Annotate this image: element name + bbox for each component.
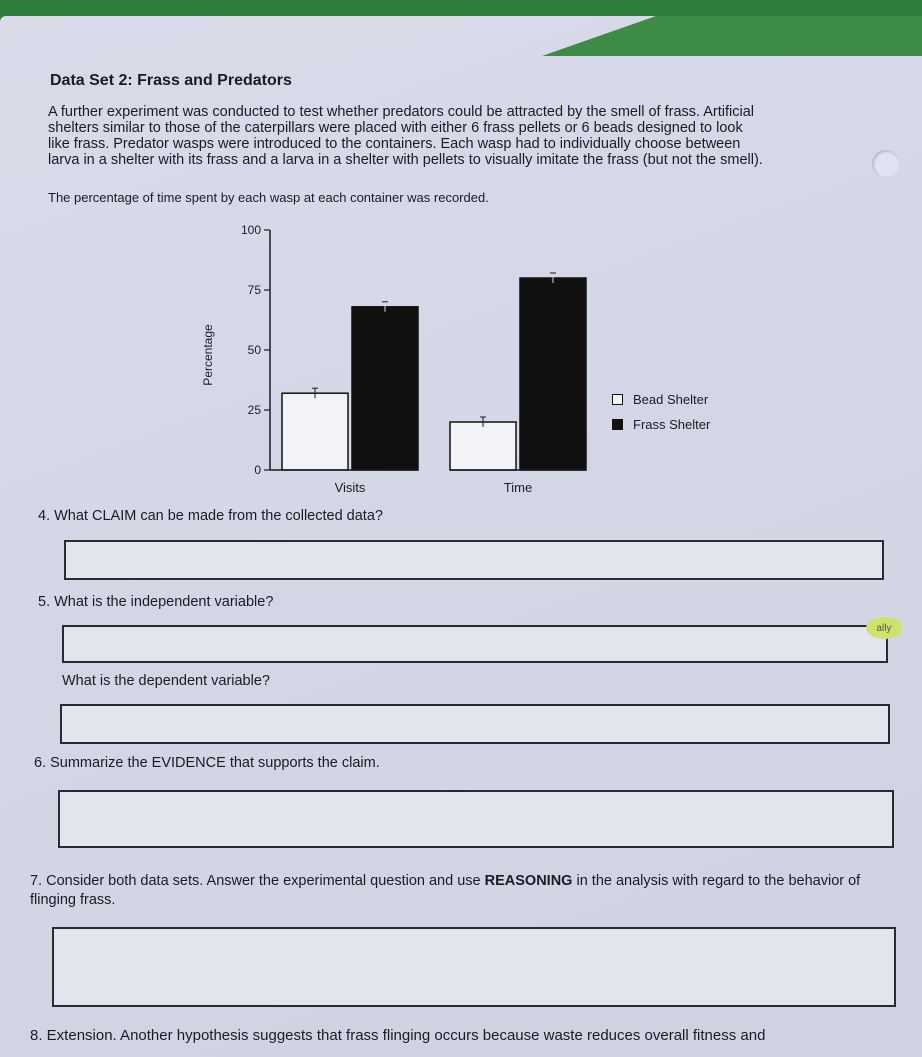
y-axis-label: Percentage [201,324,215,386]
bar-bead-shelter-time [450,422,516,470]
bar-bead-shelter-visits [282,393,348,470]
intro-line: larva in a shelter with its frass and a larva in a shelter with pellets to visually imitate the frass (but not the smell). [48,152,763,168]
intro-line: like frass. Predator wasps were introduced to the containers. Each wasp had to individually choose between [48,136,741,152]
question-7-text-end: in the analysis with regard to the behavior of flinging frass. [30,873,861,908]
legend-item-bead [612,392,710,407]
intro-line: A further experiment was conducted to test whether predators could be attracted by the smell of frass. Artificial [48,104,755,120]
question-7-text: 7. Consider both data sets. Answer the experimental question and use [30,873,485,889]
answer-box-independent-variable[interactable] [62,625,888,663]
question-8: 8. Extension. Another hypothesis suggests that frass flinging occurs because waste reduces overall fitness and [30,1027,766,1044]
bar-chart [190,215,750,505]
x-category-label: Visits [334,480,366,495]
answer-box-claim[interactable] [64,540,884,580]
legend-swatch-frass [612,419,623,430]
answer-box-reasoning[interactable] [52,927,896,1007]
recorded-note: The percentage of time spent by each wasp at each container was recorded. [48,190,489,205]
question-6: 6. Summarize the EVIDENCE that supports the claim. [34,755,380,771]
x-category-label: Time [503,480,533,495]
answer-box-dependent-variable[interactable] [60,704,890,744]
sticker-note: ally [866,617,902,639]
bar-frass-shelter-visits [352,307,418,470]
legend-item-frass [612,417,710,432]
chart-svg [190,215,750,505]
intro-paragraph [48,104,878,168]
y-tick-label: 0 [254,463,261,477]
legend-swatch-bead [612,394,623,405]
question-7-keyword: REASONING [484,873,573,889]
section-title: Data Set 2: Frass and Predators [50,72,292,89]
background-corner [542,16,922,56]
chart-legend [612,392,710,442]
y-tick-label: 50 [247,343,261,357]
question-7 [30,872,870,910]
question-5: 5. What is the independent variable? [38,594,274,610]
question-5b: What is the dependent variable? [62,673,270,689]
bar-frass-shelter-time [520,278,586,470]
y-tick-label: 75 [247,283,261,297]
y-tick-label: 100 [240,223,261,237]
question-4: 4. What CLAIM can be made from the collected data? [38,508,383,524]
answer-box-evidence[interactable] [58,790,894,848]
intro-line: shelters similar to those of the caterpillars were placed with either 6 frass pellets or 6 beads designed to look [48,120,743,136]
legend-label-bead: Bead Shelter [633,392,709,407]
legend-label-frass: Frass Shelter [633,417,711,432]
y-tick-label: 25 [247,403,261,417]
